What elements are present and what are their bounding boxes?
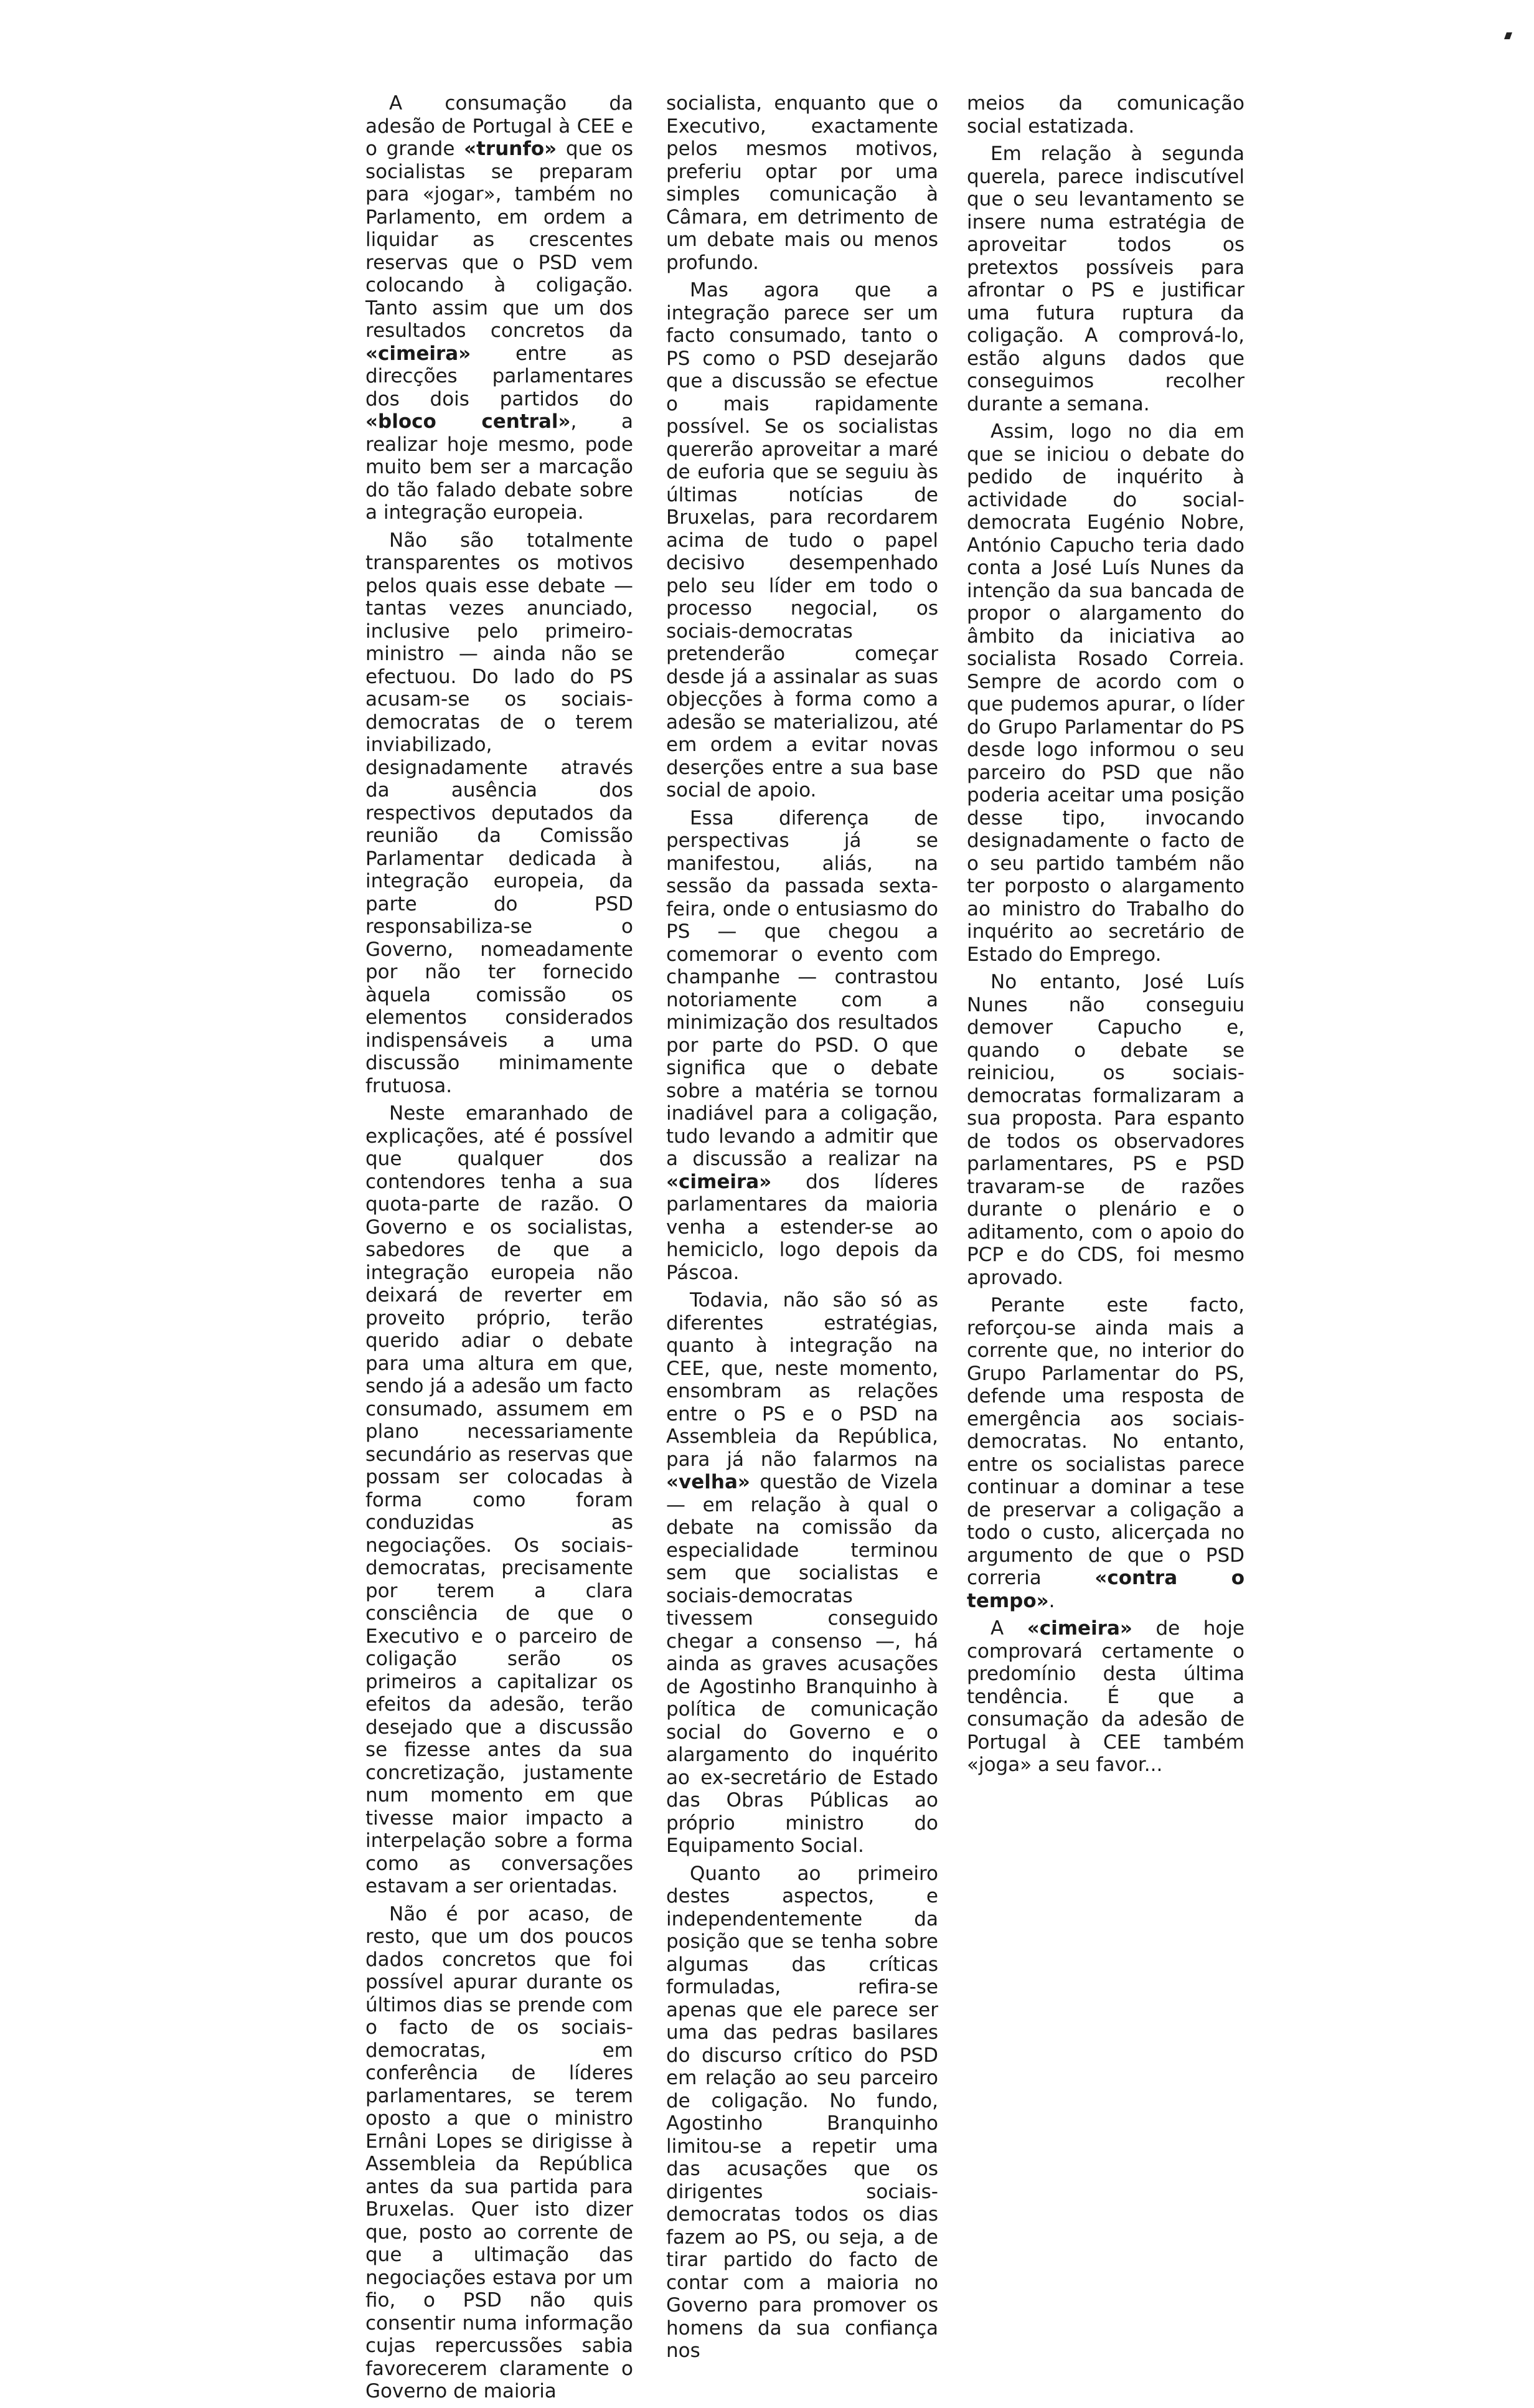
article-column-2 [666,92,938,2368]
emphasis-text: «contra o tempo» [967,1567,1245,1612]
article-paragraph [666,807,938,1285]
scan-mark [1504,32,1512,39]
paragraph-text: Quanto ao primeiro destes aspectos, e independentemente da posição que se tenha sobre algumas das críticas formuladas, refira-se apenas que ele parece ser uma das pedras basilares do discurso crítico do PSD em relação ao seu parceiro de coligação. No fundo, Agostinho Branquinho limitou-se a repetir uma das acusações que os dirigentes sociais-democratas todos os dias fazem ao PS, ou seja, a de tirar partido do facto de contar com a maioria no Governo para promover os homens da sua confiança nos [666,1862,938,2362]
emphasis-text: «cimeira» [1027,1617,1132,1640]
paragraph-text: de hoje comprovará certamente o predomínio desta última tendência. É que a consumação da adesão de Portugal à CEE também «joga» a seu favor... [967,1617,1245,1776]
emphasis-text: «velha» [666,1471,750,1493]
article-paragraph [666,1863,938,2363]
article-paragraph [365,1102,633,1898]
article-paragraph [967,92,1245,138]
emphasis-text: «bloco central» [365,410,571,433]
paragraph-text: A consumação da adesão de Portugal à CEE e o grande [365,92,633,160]
article-paragraph [365,1903,633,2403]
paragraph-text: meios da comunicação social estatizada. [967,92,1245,138]
article-paragraph [967,1294,1245,1612]
paragraph-text: Mas agora que a integração parece ser um facto consumado, tanto o PS como o PSD desejarão que a discussão se efectue o mais rapidamente possível. Se os socialistas quererão aproveitar a maré de euforia que se seguiu às últimas notícias de Bruxelas, para recordarem acima de tudo o papel decisivo desempenhado pelo seu líder em todo o processo negocial, os sociais-democratas pretenderão começar desde já a assinalar as suas objecções à forma como a adesão se materializou, até em ordem a evitar novas deserções entre a sua base social de apoio. [666,279,938,801]
paragraph-text: A [991,1617,1027,1640]
paragraph-text: entre as direcções parlamentares dos dois partidos do [365,342,633,410]
paragraph-text: . [1048,1589,1055,1612]
article-paragraph [967,1617,1245,1777]
article-column-1 [365,92,633,2408]
paragraph-text: Essa diferença de perspectivas já se manifestou, aliás, na sessão da passada sexta-feira, onde o entusiasmo do PS — que chegou a comemorar o evento com champanhe — contrastou notoriamente com a minimização dos resultados por parte do PSD. O que significa que o debate sobre a matéria se tornou inadiável para a coligação, tudo levando a admitir que a discussão a realizar na [666,806,938,1170]
paragraph-text: Não é por acaso, de resto, que um dos poucos dados concretos que foi possível apurar durante os últimos dias se prende com o facto de os sociais-democratas, em conferência de líderes parlamentares, se terem oposto a que o ministro Ernâni Lopes se dirigisse à Assembleia da República antes da sua partida para Bruxelas. Quer isto dizer que, posto ao corrente de que a ultimação das negociações estava por um fio, o PSD não quis consentir numa informação cujas repercussões sabia favorecerem claramente o Governo de maioria [365,1902,633,2402]
paragraph-text: questão de Vizela — em relação à qual o debate na comissão da especialidade terminou sem que socialistas e sociais-democratas tivessem conseguido chegar a consenso —, há ainda as graves acusações de Agostinho Branquinho à política de comunicação social do Governo e o alargamento do inquérito ao ex-secretário de Estado das Obras Públicas ao próprio ministro do Equipamento Social. [666,1471,938,1857]
paragraph-text: dos líderes parlamentares da maioria venha a estender-se ao hemiciclo, logo depois da Páscoa. [666,1170,938,1284]
paragraph-text: , a realizar hoje mesmo, pode muito bem ser a marcação do tão falado debate sobre a integração europeia. [365,410,633,524]
article-paragraph [666,279,938,802]
paragraph-text: Assim, logo no dia em que se iniciou o debate do pedido de inquérito à actividade do social-democrata Eugénio Nobre, António Capucho teria dado conta a José Luís Nunes da intenção da sua bancada de propor o alargamento do âmbito da iniciativa ao socialista Rosado Correia. Sempre de acordo com o que pudemos apurar, o líder do Grupo Parlamentar do PS desde logo informou o seu parceiro do PSD que não poderia aceitar uma posição desse tipo, invocando designadamente o facto de o seu partido também não ter porposto o alargamento ao ministro do Trabalho do inquérito ao secretário de Estado do Emprego. [967,420,1245,966]
article-paragraph [666,1289,938,1858]
paragraph-text: Não são totalmente transparentes os motivos pelos quais esse debate — tantas vezes anunciado, inclusive pelo primeiro-ministro — ainda não se efectuou. Do lado do PS acusam-se os sociais-democratas de o terem inviabilizado, designadamente através da ausência dos respectivos deputados da reunião da Comissão Parlamentar dedicada à integração europeia, da parte do PSD responsabiliza-se o Governo, nomeadamente por não ter fornecido àquela comissão os elementos considerados indispensáveis a uma discussão minimamente frutuosa. [365,529,633,1097]
article-paragraph [967,971,1245,1289]
paragraph-text: socialista, enquanto que o Executivo, exactamente pelos mesmos motivos, preferiu optar por uma simples comunicação à Câmara, em detrimento de um debate mais ou menos profundo. [666,92,938,274]
article-paragraph [365,92,633,524]
paragraph-text: Todavia, não são só as diferentes estratégias, quanto à integração na CEE, que, neste momento, ensombram as relações entre o PS e o PSD na Assembleia da República, para já não falarmos na [666,1289,938,1471]
article-column-3 [967,92,1245,1782]
paragraph-text: Neste emaranhado de explicações, até é possível que qualquer dos contendores tenha a sua quota-parte de razão. O Governo e os socialistas, sabedores de que a integração europeia não deixará de reverter em proveito próprio, terão querido adiar o debate para uma altura em que, sendo já a adesão um facto consumado, assumem em plano necessariamente secundário as reservas que possam ser colocadas à forma como foram conduzidas as negociações. Os sociais-democratas, precisamente por terem a clara consciência de que o Executivo e o parceiro de coligação serão os primeiros a capitalizar os efeitos da adesão, terão desejado que a discussão se fizesse antes da sua concretização, justamente num momento em que tivesse maior impacto a interpelação sobre a forma como as conversações estavam a ser orientadas. [365,1102,633,1897]
paragraph-text: Em relação à segunda querela, parece indiscutível que o seu levantamento se insere numa estratégia de aproveitar todos os pretextos possíveis para afrontar o PS e justificar uma futura ruptura da coligação. A comprová-lo, estão alguns dados que conseguimos recolher durante a semana. [967,143,1245,415]
article-paragraph [967,143,1245,415]
paragraph-text: Perante este facto, reforçou-se ainda mais a corrente que, no interior do Grupo Parlamentar do PS, defende uma resposta de emergência aos sociais-democratas. No entanto, entre os socialistas parece continuar a dominar a tese de preservar a coligação a todo o custo, alicerçada no argumento de que o PSD correria [967,1294,1245,1589]
emphasis-text: «cimeira» [365,342,471,365]
paragraph-text: No entanto, José Luís Nunes não conseguiu demover Capucho e, quando o debate se reiniciou, os sociais-democratas formalizaram a sua proposta. Para espanto de todos os observadores parlamentares, PS e PSD travaram-se de razões durante o plenário e o aditamento, com o apoio do PCP e do CDS, foi mesmo aprovado. [967,971,1245,1289]
emphasis-text: «trunfo» [464,138,557,160]
paragraph-text: que os socialistas se preparam para «jogar», também no Parlamento, em ordem a liquidar as crescentes reservas que o PSD vem colocando à coligação. Tanto assim que um dos resultados concretos da [365,138,633,342]
article-paragraph [666,92,938,274]
emphasis-text: «cimeira» [666,1170,772,1193]
article-paragraph [967,420,1245,966]
article-paragraph [365,529,633,1098]
